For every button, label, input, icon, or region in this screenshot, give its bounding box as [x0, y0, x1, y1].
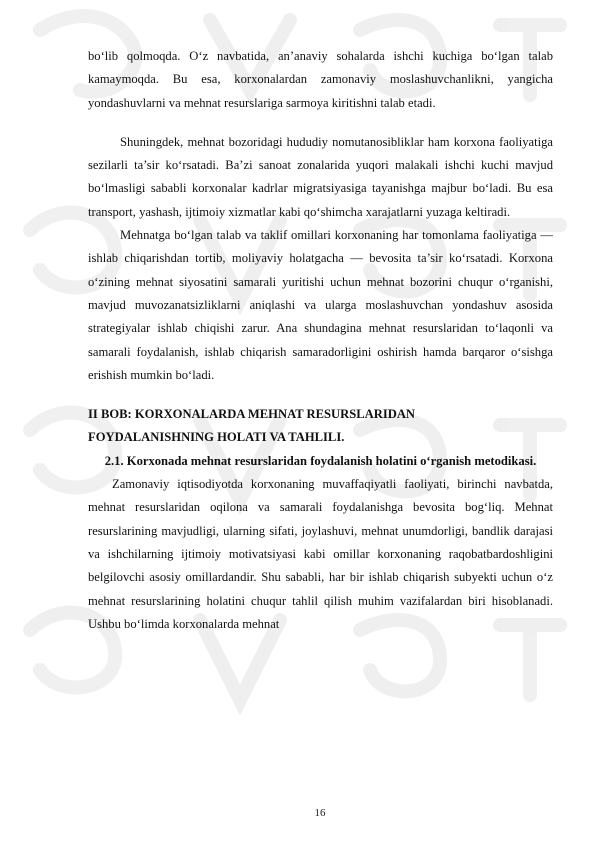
body-paragraph-1: bo‘lib qolmoqda. O‘z navbatida, an’anaviy sohalarda ishchi kuchiga bo‘lgan talab kamaymoqda. Bu esa, korxonalardan zamonaviy moslashuvchanlikni, yangicha yondashuvlarni va mehnat resurslariga sarmoya kiritishni talab etadi.: [88, 49, 553, 110]
chapter-heading-line-1: II BOB: KORXONALARDA MEHNAT RESURSLARIDAN: [88, 407, 416, 422]
heading-spacer: [88, 387, 553, 403]
body-paragraph-3: Mehnatga bo‘lgan talab va taklif omillari korxonaning har tomonlama faoliyatiga — ishlab chiqarishdan tortib, moliyaviy holatgacha — bevosita ta’sir ko‘rsatadi. Korxona o‘zining mehnat siyosatini samarali yuritishi uchun mehnat bozorini chuqur o‘rganishi, mavjud muvozanatsizliklarni aniqlashi va ularga moslashuvchan yondashuv asosida strategiyalar ishlab chiqishi zarur. Ana shundagina mehnat resurslaridan to‘laqonli va samarali foydalanish, ishlab chiqarish samaradorligini oshirish hamda barqaror o‘sishga erishish mumkin bo‘ladi.: [88, 228, 553, 382]
page-number: 16: [314, 807, 326, 819]
body-paragraph-2: Shuningdek, mehnat bozoridagi hududiy nomutanosibliklar ham korxona faoliyatiga sezilarli ta’sir ko‘rsatadi. Ba’zi sanoat zonalarida yuqori malakali ishchi kuchi mavjud bo‘lmasligi sababli korxonalar kadrlar migratsiyasiga tayanishga majbur bo‘ladi. Bu esa transport, yashash, ijtimoiy xizmatlar kabi qo‘shimcha xarajatlarni yuzaga keltiradi.: [88, 134, 553, 219]
document-page: [88, 45, 553, 636]
chapter-heading-line-2: FOYDALANISHNING HOLATI VA TAHLILI.: [88, 430, 345, 445]
section-heading: 2.1. Korxonada mehnat resurslaridan foydalanish holatini o‘rganish metodikasi.: [104, 453, 537, 468]
paragraph-spacer: [88, 115, 553, 131]
body-paragraph-4: Zamonaviy iqtisodiyotda korxonaning muvaffaqiyatli faoliyati, birinchi navbatda, mehnat resurslaridan oqilona va samarali foydalanishga bevosita bog‘liq. Mehnat resurslarining mavjudligi, ularning sifati, joylashuvi, mehnat unumdorligi, bandlik darajasi va ishchilarning ijtimoiy motivatsiyasi kabi omillar korxonaning raqobatbardoshligini belgilovchi asosiy omillardandir. Shu sababli, har bir ishlab chiqarish subyekti uchun o‘z mehnat resurslarining holatini chuqur tahlil qilish muhim vazifalardan biri hisoblanadi. Ushbu bo‘limda korxonalarda mehnat: [88, 477, 553, 631]
